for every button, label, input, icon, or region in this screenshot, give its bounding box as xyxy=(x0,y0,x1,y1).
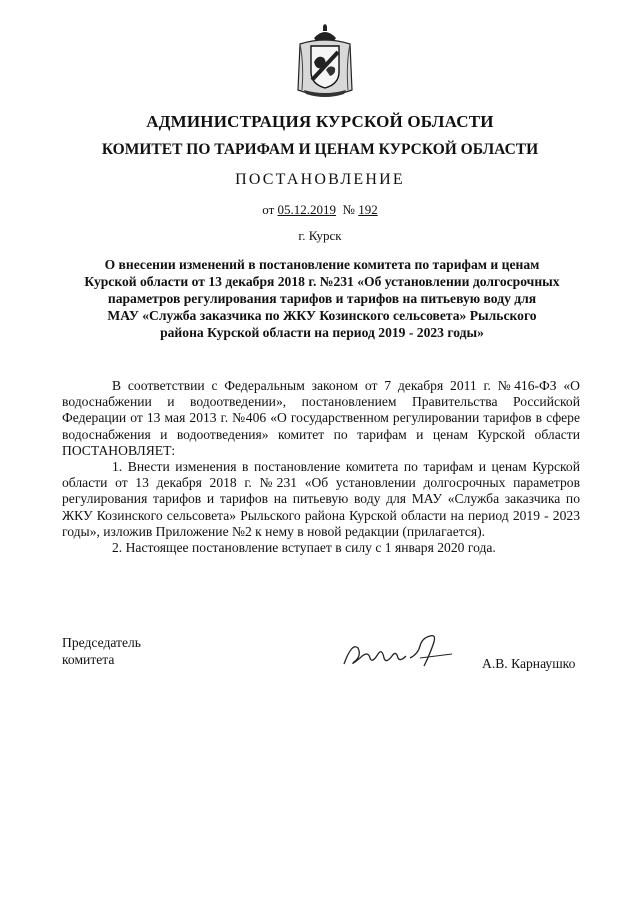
city-line: г. Курск xyxy=(298,228,342,243)
document-body xyxy=(62,378,580,556)
preamble-paragraph: В соответствии с Федеральным законом от 7 декабря 2011 г. №416-ФЗ «О водоснабжении и водоотведении», постановлением Правительства Российской Федерации от 13 мая 2013 г. №406 «О государственном регулировании тарифов в сфере водоснабжения и водоотведения» комитет по тарифам и ценам Курской области ПОСТАНОВЛЯЕТ: xyxy=(62,378,580,458)
document-number: 192 xyxy=(358,202,378,217)
document-subject xyxy=(62,256,582,341)
position-line: Председатель xyxy=(62,635,141,650)
committee-title: КОМИТЕТ ПО ТАРИФАМ И ЦЕНАМ КУРСКОЙ ОБЛАСТИ xyxy=(101,141,539,158)
subject-line: МАУ «Служба заказчика по ЖКУ Козинского сельсовета» Рыльского xyxy=(107,308,537,323)
date-number-line xyxy=(0,202,640,218)
item-1-paragraph: 1. Внести изменения в постановление комитета по тарифам и ценам Курской области от 13 декабря 2018 г. №231 «Об установлении долгосрочных параметров регулирования тарифов и тарифов на питьевую воду для МАУ «Служба заказчика по ЖКУ Козинского сельсовета» Рыльского района Курской области на период 2019 - 2023 годы», изложив Приложение №2 к нему в новой редакции (прилагается). xyxy=(62,459,580,539)
subject-line: района Курской области на период 2019 - 2023 годы» xyxy=(160,325,484,340)
signatory-position xyxy=(62,634,141,668)
document-date: 05.12.2019 xyxy=(277,202,337,217)
organization-title: АДМИНИСТРАЦИЯ КУРСКОЙ ОБЛАСТИ xyxy=(146,112,494,131)
subject-line: параметров регулирования тарифов и тарифов на питьевую воду для xyxy=(107,291,537,306)
coat-of-arms-emblem xyxy=(294,24,356,100)
handwritten-signature xyxy=(340,628,460,673)
number-prefix: № xyxy=(342,202,355,217)
position-line: комитета xyxy=(62,652,115,667)
subject-line: О внесении изменений в постановление комитета по тарифам и ценам xyxy=(104,257,540,272)
subject-line: Курской области от 13 декабря 2018 г. №231 «Об установлении долгосрочных xyxy=(84,274,560,289)
item-2-paragraph: 2. Настоящее постановление вступает в силу с 1 января 2020 года. xyxy=(112,540,496,556)
document-type: ПОСТАНОВЛЕНИЕ xyxy=(235,171,405,188)
date-prefix: от xyxy=(262,202,275,217)
signatory-name: А.В. Карнаушко xyxy=(482,656,576,671)
